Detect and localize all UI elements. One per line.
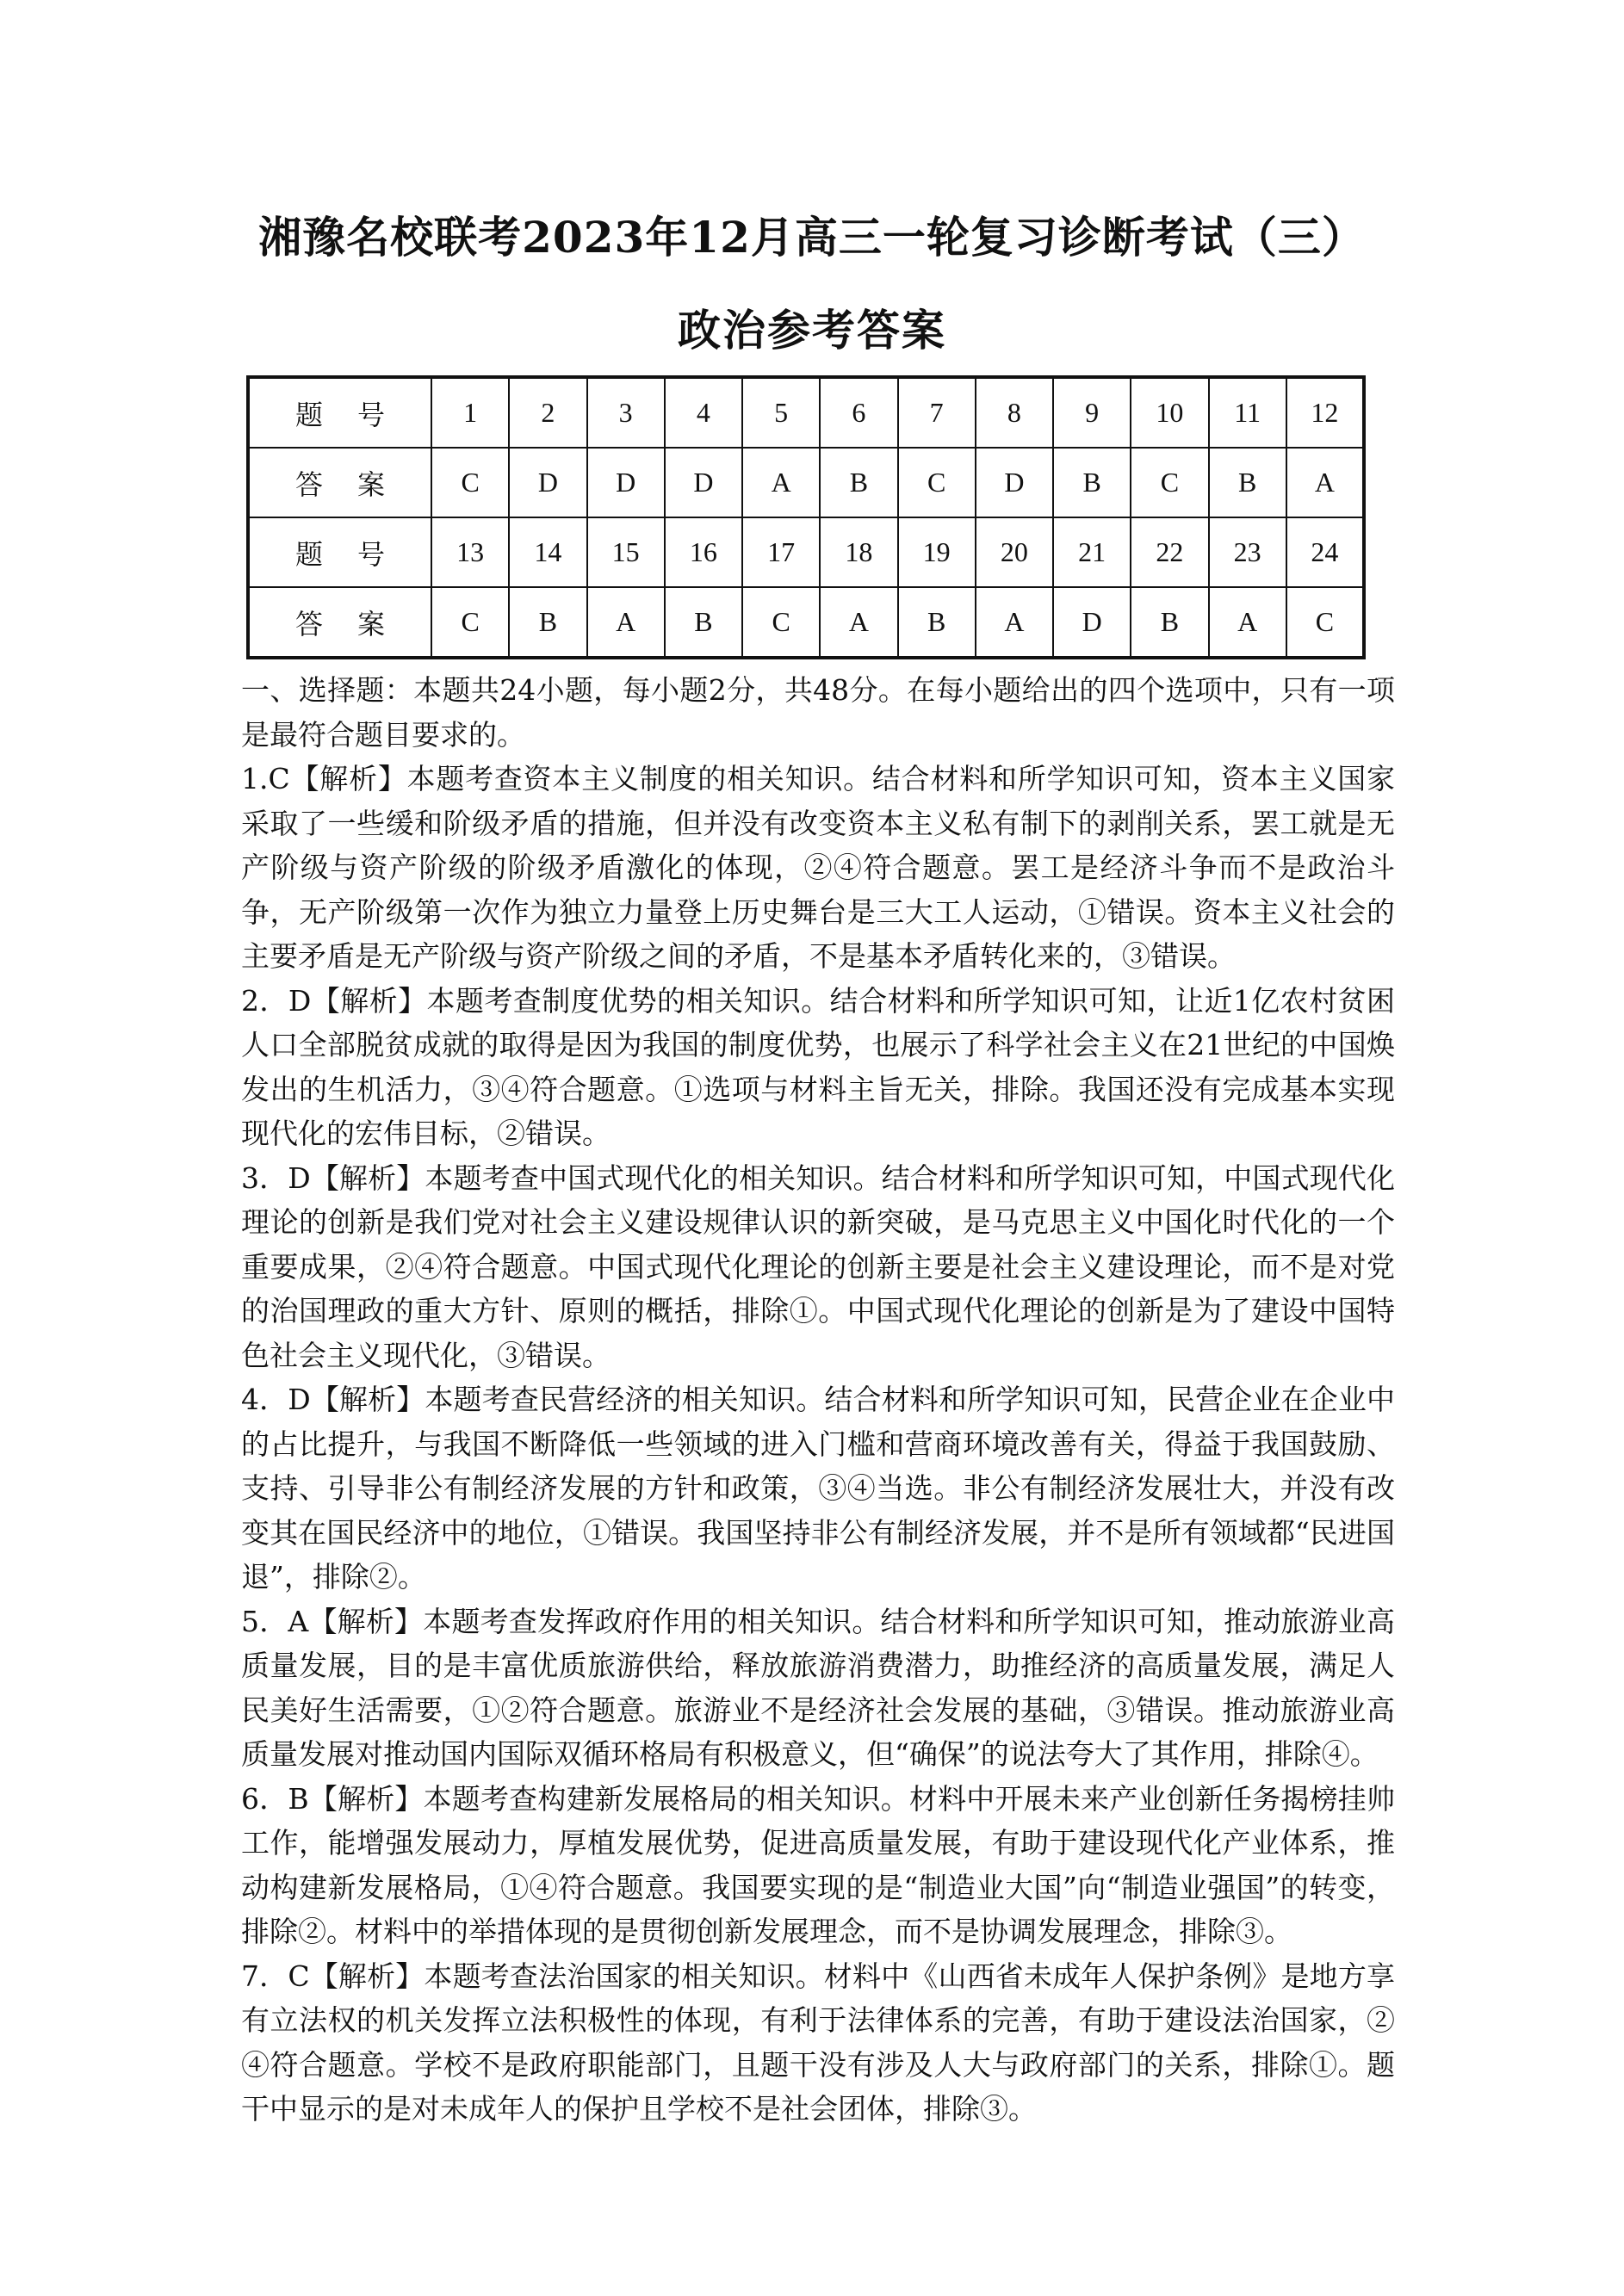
answer-cell: 16 — [665, 517, 742, 587]
answer-cell: 22 — [1131, 517, 1208, 587]
explanation-content — [241, 668, 1395, 2132]
answer-table-row — [248, 587, 1364, 658]
answer-cell: 4 — [665, 377, 742, 448]
answer-cell: B — [1209, 448, 1286, 517]
answer-cell: 15 — [587, 517, 665, 587]
explanation-list — [241, 757, 1395, 2132]
answer-cell: B — [1131, 587, 1208, 658]
answer-cell: 23 — [1209, 517, 1286, 587]
row-label: 答案 — [248, 587, 431, 658]
answer-cell: 10 — [1131, 377, 1208, 448]
answer-cell: B — [509, 587, 586, 658]
answer-cell: 21 — [1053, 517, 1131, 587]
answer-cell: A — [976, 587, 1053, 658]
answer-cell: B — [665, 587, 742, 658]
answer-cell: 14 — [509, 517, 586, 587]
answer-cell: 19 — [898, 517, 976, 587]
answer-cell: 17 — [742, 517, 820, 587]
answer-table-row — [248, 448, 1364, 517]
answer-cell: A — [1286, 448, 1364, 517]
answer-cell: D — [509, 448, 586, 517]
document-subtitle: 政治参考答案 — [678, 305, 946, 356]
answer-cell: D — [587, 448, 665, 517]
explanation-paragraph: 6．B【解析】本题考查构建新发展格局的相关知识。材料中开展未来产业创新任务揭榜挂帅工作，能增强发展动力，厚植发展优势，促进高质量发展，有助于建设现代化产业体系，推动构建新发展格局，①④符合题意。我国要实现的是“制造业大国”向“制造业强国”的转变，排除②。材料中的举措体现的是贯彻创新发展理念，而不是协调发展理念，排除③。 — [241, 1781, 1395, 1948]
answer-cell: C — [1131, 448, 1208, 517]
answer-cell: D — [665, 448, 742, 517]
answer-cell: B — [1053, 448, 1131, 517]
answer-cell: C — [742, 587, 820, 658]
answer-cell: A — [1209, 587, 1286, 658]
answer-cell: 20 — [976, 517, 1053, 587]
answer-cell: C — [431, 448, 509, 517]
answer-cell: C — [1286, 587, 1364, 658]
answer-table-row — [248, 377, 1364, 448]
answer-cell: 11 — [1209, 377, 1286, 448]
answer-cell: 18 — [820, 517, 897, 587]
answer-cell: B — [820, 448, 897, 517]
answer-table — [246, 375, 1366, 659]
answer-cell: 5 — [742, 377, 820, 448]
answer-cell: 8 — [976, 377, 1053, 448]
answer-cell: A — [820, 587, 897, 658]
answer-cell: 7 — [898, 377, 976, 448]
answer-cell: 6 — [820, 377, 897, 448]
answer-table-body — [248, 377, 1364, 658]
answer-cell: A — [742, 448, 820, 517]
answer-table-row — [248, 517, 1364, 587]
explanation-paragraph: 3．D【解析】本题考查中国式现代化的相关知识。结合材料和所学知识可知，中国式现代化理论的创新是我们党对社会主义建设规律认识的新突破，是马克思主义中国化时代化的一个重要成果，②④符合题意。中国式现代化理论的创新主要是社会主义建设理论，而不是对党的治国理政的重大方针、原则的概括，排除①。中国式现代化理论的创新是为了建设中国特色社会主义现代化，③错误。 — [241, 1160, 1395, 1372]
answer-cell: B — [898, 587, 976, 658]
explanation-paragraph: 2．D【解析】本题考查制度优势的相关知识。结合材料和所学知识可知，让近1亿农村贫困人口全部脱贫成就的取得是因为我国的制度优势，也展示了科学社会主义在21世纪的中国焕发出的生机活力，③④符合题意。①选项与材料主旨无关，排除。我国还没有完成基本实现现代化的宏伟目标，②错误。 — [241, 983, 1395, 1150]
answer-cell: C — [431, 587, 509, 658]
row-label: 题号 — [248, 377, 431, 448]
answer-cell: 13 — [431, 517, 509, 587]
section-intro: 一、选择题：本题共24小题，每小题2分，共48分。在每小题给出的四个选项中，只有一项是最符合题目要求的。 — [241, 673, 1395, 752]
answer-cell: 9 — [1053, 377, 1131, 448]
explanation-paragraph: 5．A【解析】本题考查发挥政府作用的相关知识。结合材料和所学知识可知，推动旅游业高质量发展，目的是丰富优质旅游供给，释放旅游消费潜力，助推经济的高质量发展，满足人民美好生活需要，①②符合题意。旅游业不是经济社会发展的基础，③错误。推动旅游业高质量发展对推动国内国际双循环格局有积极意义，但“确保”的说法夸大了其作用，排除④。 — [241, 1604, 1395, 1771]
row-label: 题号 — [248, 517, 431, 587]
row-label: 答案 — [248, 448, 431, 517]
answer-cell: 24 — [1286, 517, 1364, 587]
answer-cell: C — [898, 448, 976, 517]
answer-cell: D — [1053, 587, 1131, 658]
answer-cell: 12 — [1286, 377, 1364, 448]
answer-cell: 2 — [509, 377, 586, 448]
explanation-paragraph: 1.C【解析】本题考查资本主义制度的相关知识。结合材料和所学知识可知，资本主义国家采取了一些缓和阶级矛盾的措施，但并没有改变资本主义私有制下的剥削关系，罢工就是无产阶级与资产阶级的阶级矛盾激化的体现，②④符合题意。罢工是经济斗争而不是政治斗争，无产阶级第一次作为独立力量登上历史舞台是三大工人运动，①错误。资本主义社会的主要矛盾是无产阶级与资产阶级之间的矛盾，不是基本矛盾转化来的，③错误。 — [241, 762, 1395, 973]
document-title: 湘豫名校联考2023年12月高三一轮复习诊断考试（三） — [258, 212, 1366, 263]
answer-cell: D — [976, 448, 1053, 517]
answer-cell: 3 — [587, 377, 665, 448]
explanation-paragraph: 4．D【解析】本题考查民营经济的相关知识。结合材料和所学知识可知，民营企业在企业中的占比提升，与我国不断降低一些领域的进入门槛和营商环境改善有关，得益于我国鼓励、支持、引导非公有制经济发展的方针和政策，③④当选。非公有制经济发展壮大，并没有改变其在国民经济中的地位，①错误。我国坚持非公有制经济发展，并不是所有领域都“民进国退”，排除②。 — [241, 1383, 1395, 1594]
answer-cell: A — [587, 587, 665, 658]
answer-cell: 1 — [431, 377, 509, 448]
explanation-paragraph: 7．C【解析】本题考查法治国家的相关知识。材料中《山西省未成年人保护条例》是地方享有立法权的机关发挥立法积极性的体现，有利于法律体系的完善，有助于建设法治国家，②④符合题意。学校不是政府职能部门，且题干没有涉及人大与政府部门的关系，排除①。题干中显示的是对未成年人的保护且学校不是社会团体，排除③。 — [241, 1959, 1395, 2126]
